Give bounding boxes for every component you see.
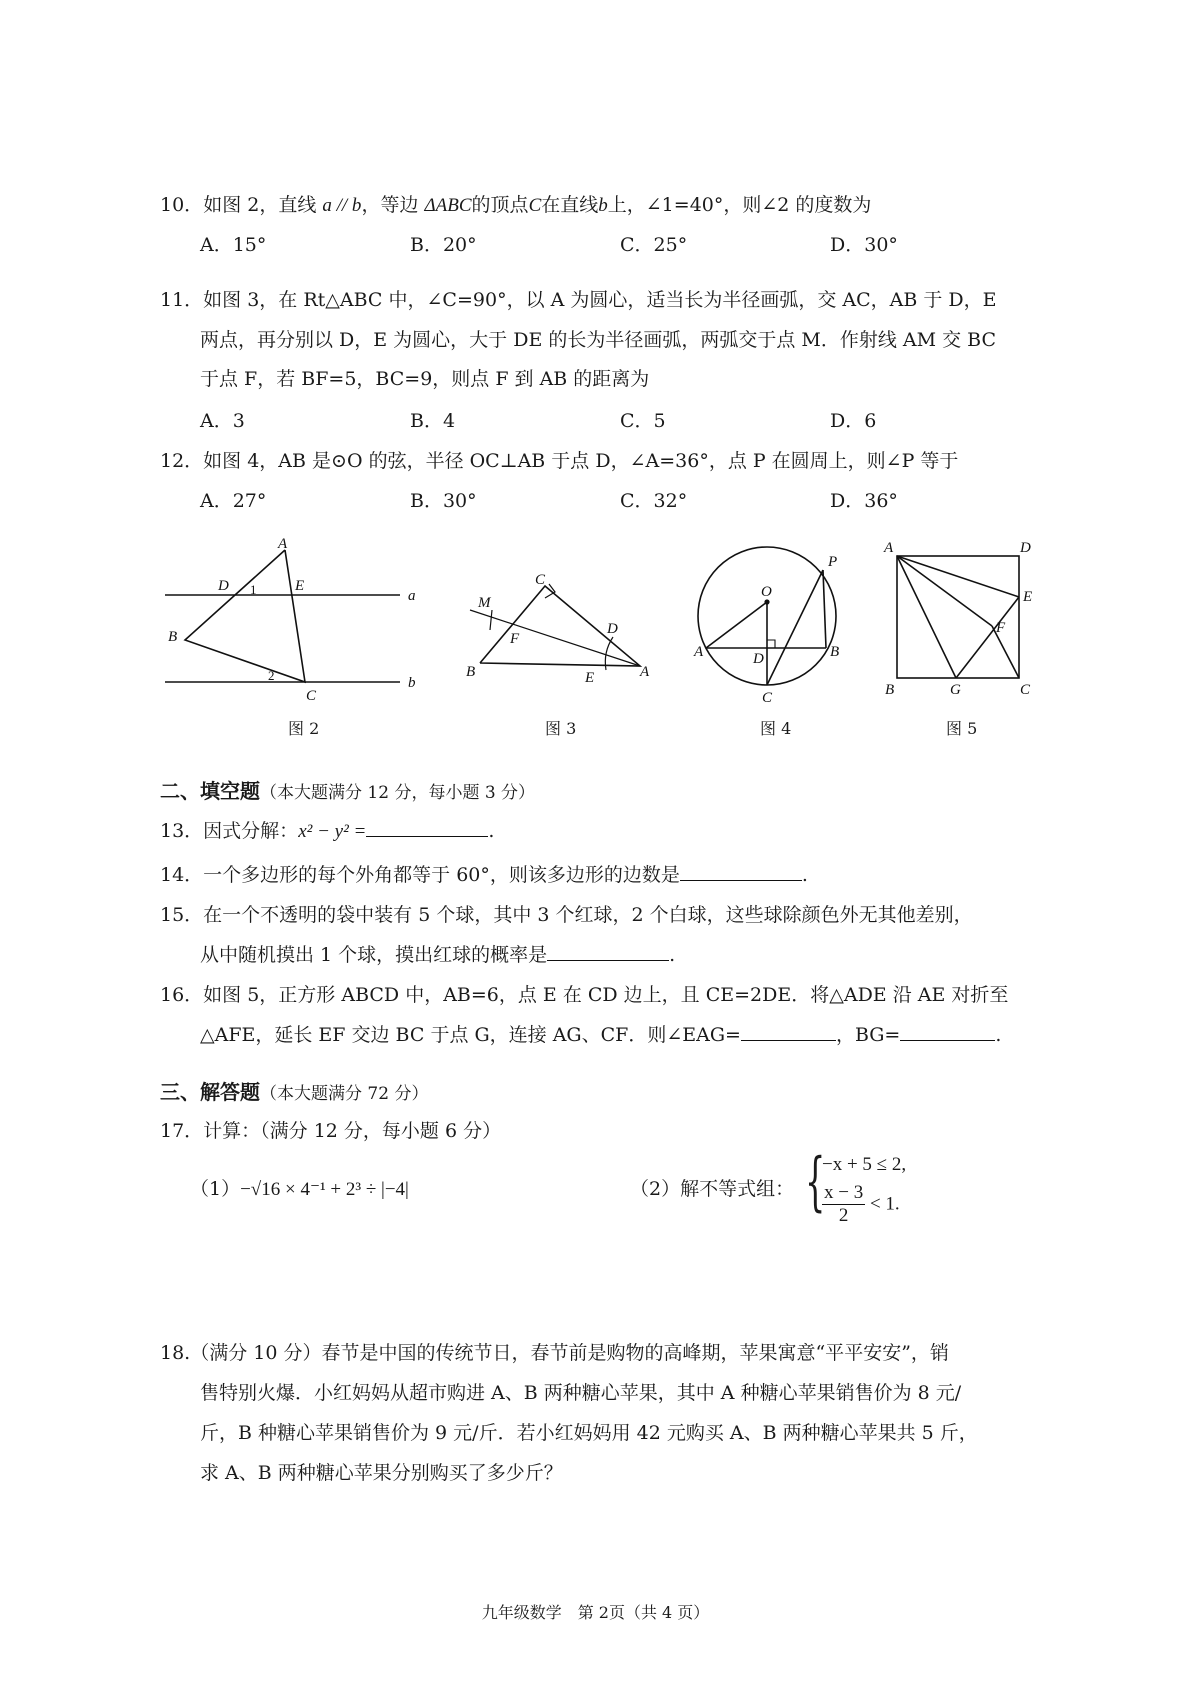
q16-bg-blank	[900, 1022, 995, 1041]
svg-text:E: E	[585, 670, 595, 686]
svg-text:C: C	[1020, 682, 1031, 698]
figure-4-caption: 图 4	[760, 719, 792, 738]
q10-option-c: C．25°	[620, 234, 688, 256]
svg-text:A: A	[884, 540, 894, 556]
svg-text:M: M	[478, 595, 491, 611]
q12-option-a: A．27°	[200, 490, 267, 512]
page-footer: 九年级数学 第 2页（共 4 页）	[481, 1603, 710, 1622]
svg-text:B: B	[466, 664, 476, 680]
svg-text:F: F	[996, 620, 1006, 636]
svg-text:G: G	[950, 682, 961, 698]
q16-line1: 16．如图 5，正方形 ABCD 中，AB=6，点 E 在 CD 边上，且 CE=2DE．将△ADE 沿 AE 对折至	[160, 984, 1009, 1006]
svg-text:E: E	[295, 578, 305, 594]
figure-3-caption: 图 3	[545, 719, 577, 738]
q13-answer-blank	[366, 818, 488, 837]
figure-4-labels	[693, 554, 839, 706]
figure-4-circle	[698, 547, 836, 685]
q11-option-a: A．3	[200, 410, 245, 432]
q17-part1: （1）−√16 × 4⁻¹ + 2³ ÷ |−4|	[190, 1178, 409, 1200]
section-2-heading: 二、填空题（本大题满分 12 分，每小题 3 分）	[160, 779, 536, 803]
figures-row	[0, 530, 1191, 710]
q17-heading: 17．计算：（满分 12 分，每小题 6 分）	[160, 1120, 502, 1142]
figure-2-labels	[168, 536, 416, 704]
q17-part2-label: （2）解不等式组：	[630, 1178, 795, 1200]
svg-text:2: 2	[268, 668, 275, 683]
fraction: $\frac{x - 3}{2}$	[824, 1182, 864, 1226]
svg-text:A: A	[694, 644, 704, 660]
svg-text:B: B	[830, 644, 840, 660]
q15-line1: 15．在一个不透明的袋中装有 5 个球，其中 3 个红球，2 个白球，这些球除颜色外无其他差别，	[160, 904, 973, 926]
q16-line2: △AFE，延长 EF 交边 BC 于点 G，连接 AG、CF．则∠EAG= ，BG= .	[200, 1024, 1002, 1046]
svg-text:D: D	[218, 578, 229, 594]
svg-text:C: C	[762, 690, 773, 706]
q14-answer-blank	[680, 862, 802, 881]
q12-line1: 12．如图 4，AB 是⊙O 的弦，半径 OC⊥AB 于点 D，∠A=36°，点 P 在圆周上，则∠P 等于	[160, 450, 959, 472]
svg-text:b: b	[408, 675, 416, 691]
svg-text:A: A	[278, 536, 288, 552]
svg-text:A: A	[640, 664, 650, 680]
q13-line: 13．因式分解：x² − y² = .	[160, 820, 495, 842]
q11-option-c: C．5	[620, 410, 666, 432]
q11-line3: 于点 F，若 BF=5，BC=9，则点 F 到 AB 的距离为	[200, 368, 650, 390]
q12-option-c: C．32°	[620, 490, 688, 512]
q15-line2: 从中随机摸出 1 个球，摸出红球的概率是 .	[200, 944, 676, 966]
svg-text:C: C	[535, 572, 546, 588]
q10-option-d: D．30°	[830, 234, 898, 256]
q10-option-b: B．20°	[410, 234, 477, 256]
q18-line4: 求 A、B 两种糖心苹果分别购买了多少斤？	[200, 1462, 563, 1484]
svg-text:D: D	[1020, 540, 1031, 556]
svg-text:E: E	[1023, 589, 1033, 605]
q10-stem: 10．如图 2，直线 a // b，等边 ΔABC的顶点C在直线b上，∠1=40°，则∠2 的度数为	[160, 194, 872, 216]
q17-inequality-2: $\frac{x - 3}{2}$ < 1.	[824, 1182, 900, 1226]
figure-5-caption: 图 5	[946, 719, 978, 738]
figure-3-labels	[466, 572, 650, 686]
svg-text:B: B	[168, 629, 178, 645]
svg-text:D: D	[607, 621, 618, 637]
q11-line1: 11．如图 3，在 Rt△ABC 中，∠C=90°，以 A 为圆心，适当长为半径画弧，交 AC，AB 于 D，E	[160, 289, 997, 311]
q15-answer-blank	[547, 942, 669, 961]
q12-option-b: B．30°	[410, 490, 477, 512]
svg-text:P: P	[828, 554, 838, 570]
figure-2-caption: 图 2	[288, 719, 320, 738]
svg-text:F: F	[510, 631, 520, 647]
q11-line2: 两点，再分别以 D，E 为圆心，大于 DE 的长为半径画弧，两弧交于点 M．作射线 AM 交 BC	[200, 329, 997, 351]
svg-text:D: D	[753, 651, 764, 667]
inequality-brace: {	[805, 1145, 826, 1219]
section-3-heading: 三、解答题（本大题满分 72 分）	[160, 1080, 429, 1104]
figure-5-labels	[883, 540, 1032, 698]
svg-text:B: B	[885, 682, 895, 698]
q14-line: 14．一个多边形的每个外角都等于 60°，则该多边形的边数是 .	[160, 864, 808, 886]
q10-option-a: A．15°	[200, 234, 267, 256]
q11-option-b: B．4	[410, 410, 456, 432]
q16-angle-blank	[741, 1022, 836, 1041]
q11-option-d: D．6	[830, 410, 877, 432]
q17-inequality-1: −x + 5 ≤ 2,	[822, 1154, 907, 1175]
figure-5-square	[897, 556, 1019, 678]
svg-text:O: O	[761, 584, 772, 600]
figure-2-parallel-lines-triangle	[165, 550, 400, 682]
svg-text:1: 1	[250, 582, 257, 597]
q18-line2: 售特别火爆．小红妈妈从超市购进 A、B 两种糖心苹果，其中 A 种糖心苹果销售价为 8 元/	[200, 1382, 962, 1404]
svg-text:a: a	[408, 588, 416, 604]
q18-line3: 斤，B 种糖心苹果销售价为 9 元/斤．若小红妈妈用 42 元购买 A、B 两种糖心苹果共 5 斤，	[200, 1422, 978, 1444]
q12-option-d: D．36°	[830, 490, 898, 512]
svg-text:C: C	[306, 688, 317, 704]
q18-line1: 18.（满分 10 分）春节是中国的传统节日，春节前是购物的高峰期，苹果寓意“平平安安”，销	[160, 1342, 949, 1364]
